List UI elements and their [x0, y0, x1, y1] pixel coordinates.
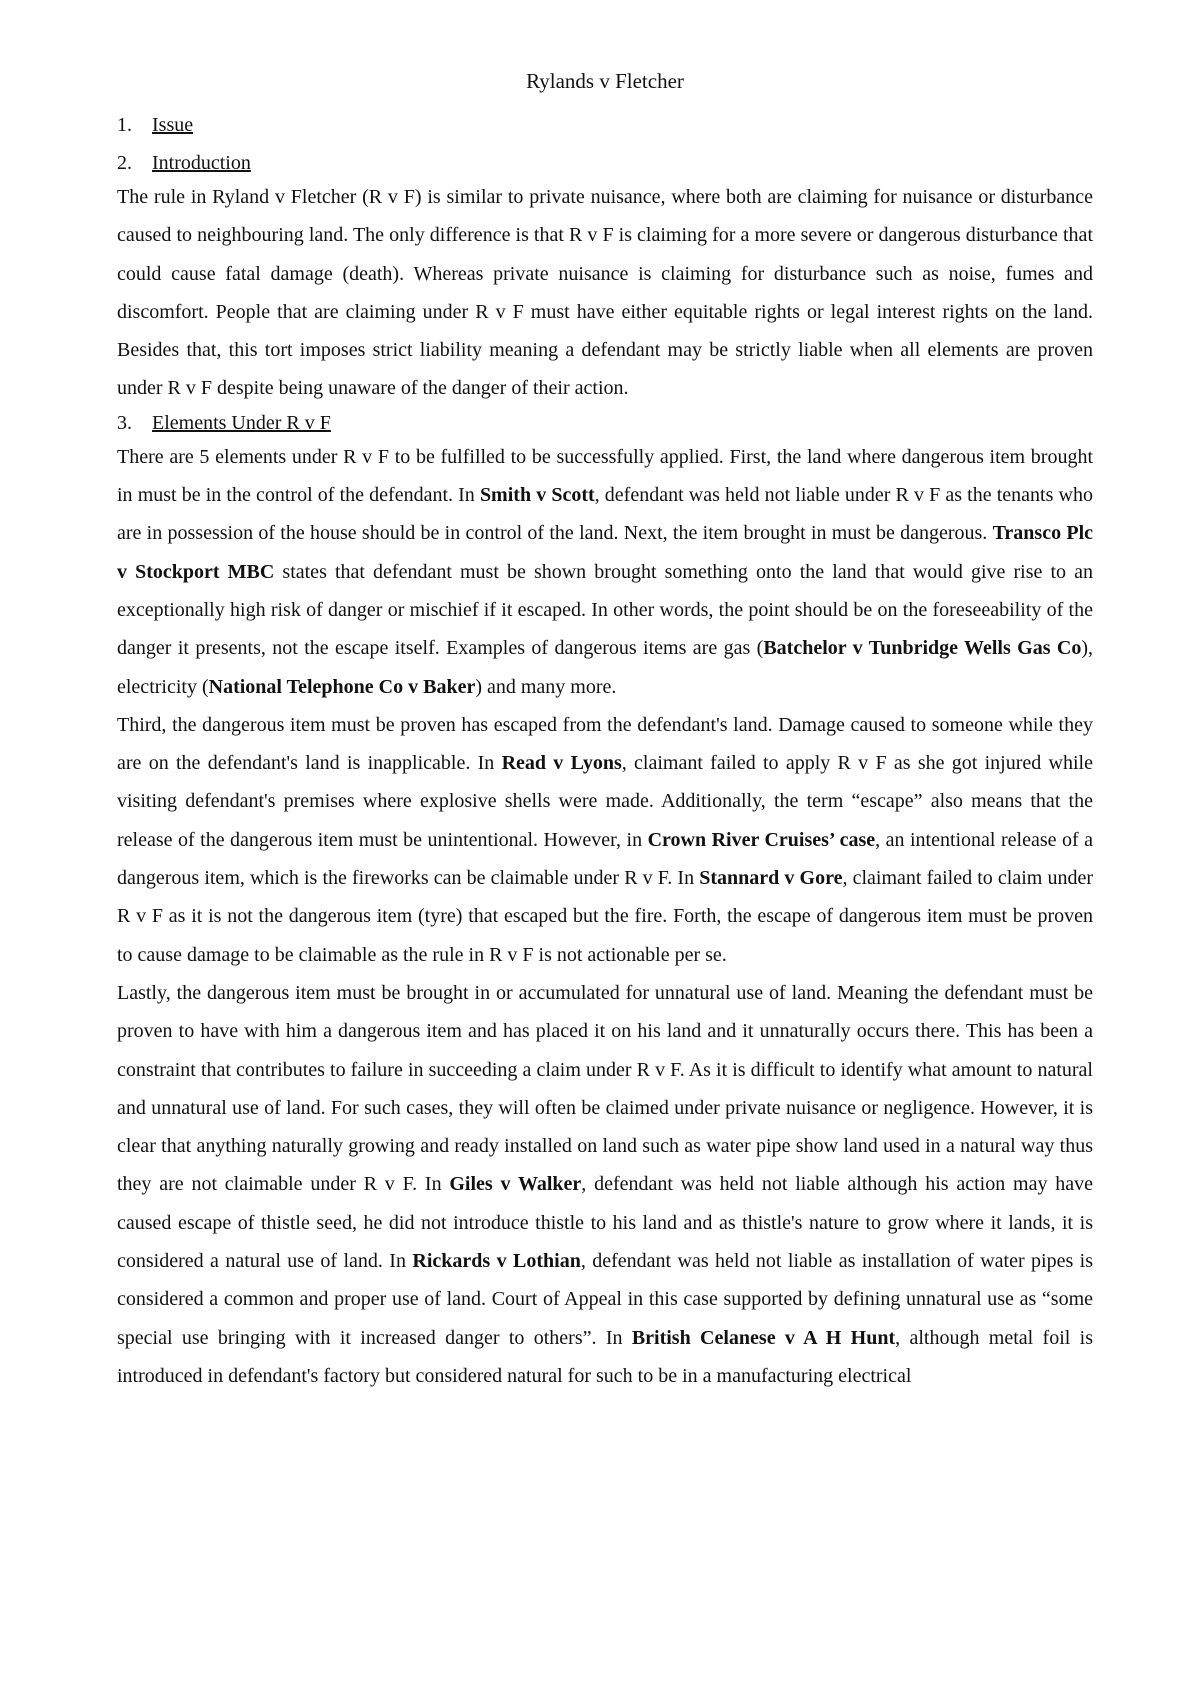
case-name: British Celanese v A H Hunt	[631, 1326, 896, 1349]
body-text: Lastly, the dangerous item must be brought in or accumulated for unnatural use of land. Meaning the defendant must be proven to have with him a dangerous item and has placed it on his land and it unnaturally occurs there. This has been a constraint that contributes to failure in succeeding a claim under R v F. As it is difficult to identify what amount to natural and unnatural use of land. For such cases, they will often be claimed under private nuisance or negligence. However, it is clear that anything naturally growing and ready installed on land such as water pipe show land used in a natural way thus they are not claimable under R v F. In	[117, 981, 1093, 1196]
section-number: 3.	[117, 411, 132, 434]
section-number: 2.	[117, 152, 132, 174]
section-number: 1.	[117, 114, 132, 136]
case-name: Rickards v Lothian	[412, 1250, 581, 1273]
document-title: Rylands v Fletcher	[526, 69, 684, 93]
case-name: Read v Lyons	[501, 752, 622, 775]
paragraph-elements-last	[117, 974, 1093, 1395]
paragraph-elements-first	[117, 438, 1093, 706]
section-title: Issue	[152, 114, 194, 136]
case-name: Transco Plc v Stockport MBC	[117, 522, 1094, 583]
body-text: , defendant was held not liable although his action may have caused escape of thistle seed, he did not introduce thistle to his land and as thistle's nature to grow where it lands, it is considered a natural use of land. In	[117, 1173, 1093, 1273]
body-text: states that defendant must be shown brought something onto the land that would give rise to an exceptionally high risk of danger or mischief if it escaped. In other words, the point should be on the foreseeability of the danger it presents, not the escape itself. Examples of dangerous items are gas (	[117, 560, 1093, 660]
case-name: Smith v Scott	[479, 484, 595, 507]
body-text: , defendant was held not liable as installation of water pipes is considered a common and proper use of land. Court of Appeal in this case supported by defining unnatural use as “some special use bringing with it increased danger to others”. In	[117, 1250, 1094, 1349]
document-body	[117, 66, 1093, 1395]
case-name: Crown River Cruises’ case	[647, 828, 876, 851]
paragraph-introduction	[117, 178, 1093, 408]
section-title: Introduction	[152, 152, 251, 174]
section-title: Elements Under R v F	[152, 411, 331, 434]
case-name: Giles v Walker	[449, 1173, 582, 1196]
body-text: There are 5 elements under R v F to be fulfilled to be successfully applied. First, the land where dangerous item brought in must be in the control of the defendant. In	[117, 445, 1093, 507]
body-text: , defendant was held not liable under R v F as the tenants who are in possession of the house should be in control of the land. Next, the item brought in must be dangerous.	[117, 484, 1093, 545]
section-heading-issue	[117, 110, 1093, 140]
body-text: ) and many more.	[475, 675, 617, 698]
body-text: Third, the dangerous item must be proven has escaped from the defendant's land. Damage caused to someone while they are on the defendant's land is inapplicable. In	[117, 713, 1093, 775]
section-heading-introduction	[117, 148, 1093, 178]
case-name: National Telephone Co v Baker	[208, 675, 476, 698]
body-text: , although metal foil is introduced in defendant's factory but considered natural for such to be in a manufacturing electrical	[117, 1326, 1093, 1387]
section-heading-elements	[117, 408, 1093, 438]
body-text: , an intentional release of a dangerous item, which is the fireworks can be claimable under R v F. In	[117, 828, 1093, 890]
case-name: Batchelor v Tunbridge Wells Gas Co	[763, 637, 1082, 660]
paragraph-elements-third	[117, 706, 1093, 974]
body-text: , claimant failed to apply R v F as she got injured while visiting defendant's premises where explosive shells were made. Additionally, the term “escape” also means that the release of the dangerous item must be unintentional. However, in	[117, 752, 1093, 851]
case-name: Stannard v Gore	[699, 867, 843, 890]
body-text: , claimant failed to claim under R v F as it is not the dangerous item (tyre) that escaped but the fire. Forth, the escape of dangerous item must be proven to cause damage to be claimable as the rule in R v F is not actionable per se.	[117, 867, 1093, 966]
body-text: The rule in Ryland v Fletcher (R v F) is similar to private nuisance, where both are claiming for nuisance or disturbance caused to neighbouring land. The only difference is that R v F is claiming for a more severe or dangerous disturbance that could cause fatal damage (death). Whereas private nuisance is claiming for disturbance such as noise, fumes and discomfort. People that are claiming under R v F must have either equitable rights or legal interest rights on the land. Besides that, this tort imposes strict liability meaning a defendant may be strictly liable when all elements are proven under R v F despite being unaware of the danger of their action.	[117, 186, 1093, 400]
body-text: ), electricity (	[117, 637, 1093, 698]
